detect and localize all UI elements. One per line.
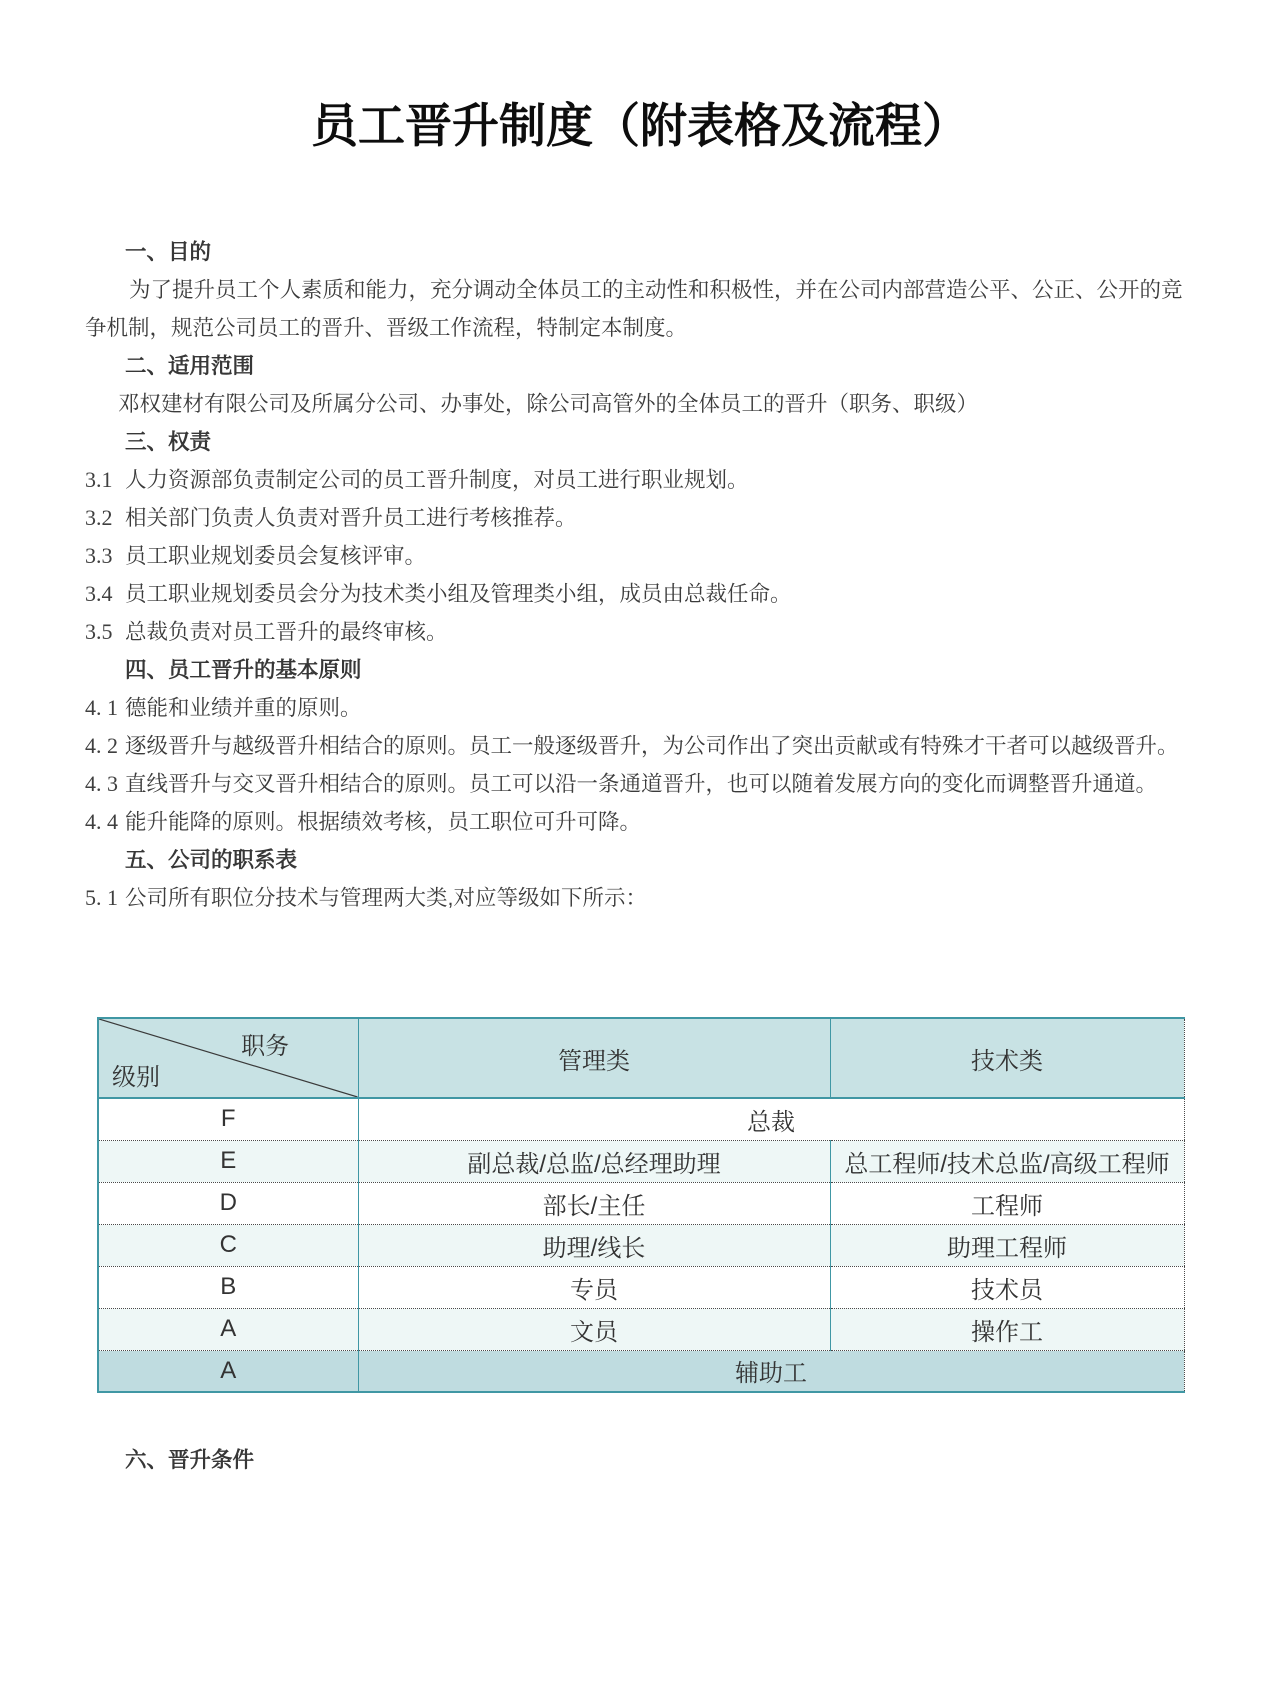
item-text: 直线晋升与交叉晋升相结合的原则。员工可以沿一条通道晋升，也可以随着发展方向的变化而调整晋升通道。	[125, 772, 1158, 796]
corner-label-position: 职务	[241, 1033, 290, 1060]
item-text: 逐级晋升与越级晋升相结合的原则。员工一般逐级晋升，为公司作出了突出贡献或有特殊才干者可以越级晋升。	[125, 734, 1179, 758]
item-4-2	[85, 727, 1195, 765]
paragraph-scope: 邓权建材有限公司及所属分公司、办事处，除公司高管外的全体员工的晋升（职务、职级）	[118, 392, 979, 416]
technical-cell: 总工程师/技术总监/高级工程师	[830, 1140, 1184, 1182]
level-cell: C	[98, 1224, 358, 1266]
item-number: 4. 4	[85, 809, 118, 834]
item-text: 公司所有职位分技术与管理两大类,对应等级如下所示：	[125, 886, 647, 910]
level-cell: D	[98, 1182, 358, 1224]
paragraph-purpose: 为了提升员工个人素质和能力，充分调动全体员工的主动性和积极性，并在公司内部营造公平、公正、公开的竞争机制，规范公司员工的晋升、晋级工作流程，特制定本制度。	[85, 278, 1183, 340]
item-number: 3.5	[85, 619, 113, 644]
table-row-e	[98, 1140, 1184, 1182]
item-text: 员工职业规划委员会复核评审。	[125, 544, 427, 568]
level-cell: B	[98, 1266, 358, 1308]
item-3-4	[85, 575, 1195, 613]
table-row-c	[98, 1224, 1184, 1266]
table-row-b	[98, 1266, 1184, 1308]
item-number: 3.2	[85, 505, 113, 530]
technical-cell: 助理工程师	[830, 1224, 1184, 1266]
document-title: 员工晋升制度（附表格及流程）	[311, 99, 969, 154]
item-number: 3.1	[85, 467, 113, 492]
item-number: 4. 2	[85, 733, 118, 758]
item-number: 3.4	[85, 581, 113, 606]
item-3-2	[85, 499, 1195, 537]
position-cell: 总裁	[358, 1098, 1184, 1140]
item-3-3	[85, 537, 1195, 575]
column-header-technical: 技术类	[830, 1018, 1184, 1098]
table-row-d	[98, 1182, 1184, 1224]
item-5-1	[85, 879, 1195, 917]
management-cell: 专员	[358, 1266, 830, 1308]
section-heading-responsibility: 三、权责	[125, 430, 212, 454]
item-number: 5. 1	[85, 885, 118, 910]
item-4-4	[85, 803, 1195, 841]
section-heading-principles: 四、员工晋升的基本原则	[125, 658, 362, 682]
column-header-management: 管理类	[358, 1018, 830, 1098]
level-cell: A	[98, 1308, 358, 1350]
table-corner-cell	[98, 1018, 358, 1098]
management-cell: 副总裁/总监/总经理助理	[358, 1140, 830, 1182]
item-number: 4. 3	[85, 771, 118, 796]
position-cell: 辅助工	[358, 1350, 1184, 1392]
section-heading-purpose: 一、目的	[125, 240, 212, 264]
job-grade-table	[97, 1017, 1185, 1393]
technical-cell: 技术员	[830, 1266, 1184, 1308]
technical-cell: 操作工	[830, 1308, 1184, 1350]
table-row-a2	[98, 1350, 1184, 1392]
item-3-1	[85, 461, 1195, 499]
management-cell: 助理/线长	[358, 1224, 830, 1266]
level-cell: A	[98, 1350, 358, 1392]
technical-cell: 工程师	[830, 1182, 1184, 1224]
item-number: 4. 1	[85, 695, 118, 720]
table-row-a1	[98, 1308, 1184, 1350]
item-text: 能升能降的原则。根据绩效考核，员工职位可升可降。	[125, 810, 642, 834]
item-3-5	[85, 613, 1195, 651]
corner-label-level: 级别	[112, 1064, 160, 1091]
level-cell: E	[98, 1140, 358, 1182]
section-heading-scope: 二、适用范围	[125, 354, 255, 378]
management-cell: 部长/主任	[358, 1182, 830, 1224]
item-text: 人力资源部负责制定公司的员工晋升制度，对员工进行职业规划。	[125, 468, 749, 492]
section-heading-promotion-conditions: 六、晋升条件	[125, 1448, 255, 1472]
level-cell: F	[98, 1098, 358, 1140]
section-heading-job-series: 五、公司的职系表	[125, 848, 298, 872]
item-number: 3.3	[85, 543, 113, 568]
item-text: 相关部门负责人负责对晋升员工进行考核推荐。	[125, 506, 577, 530]
item-text: 德能和业绩并重的原则。	[125, 696, 362, 720]
table-row-f	[98, 1098, 1184, 1140]
table-header-row	[98, 1018, 1184, 1098]
item-4-1	[85, 689, 1195, 727]
item-text: 员工职业规划委员会分为技术类小组及管理类小组，成员由总裁任命。	[125, 582, 792, 606]
item-text: 总裁负责对员工晋升的最终审核。	[125, 620, 448, 644]
management-cell: 文员	[358, 1308, 830, 1350]
item-4-3	[85, 765, 1195, 803]
